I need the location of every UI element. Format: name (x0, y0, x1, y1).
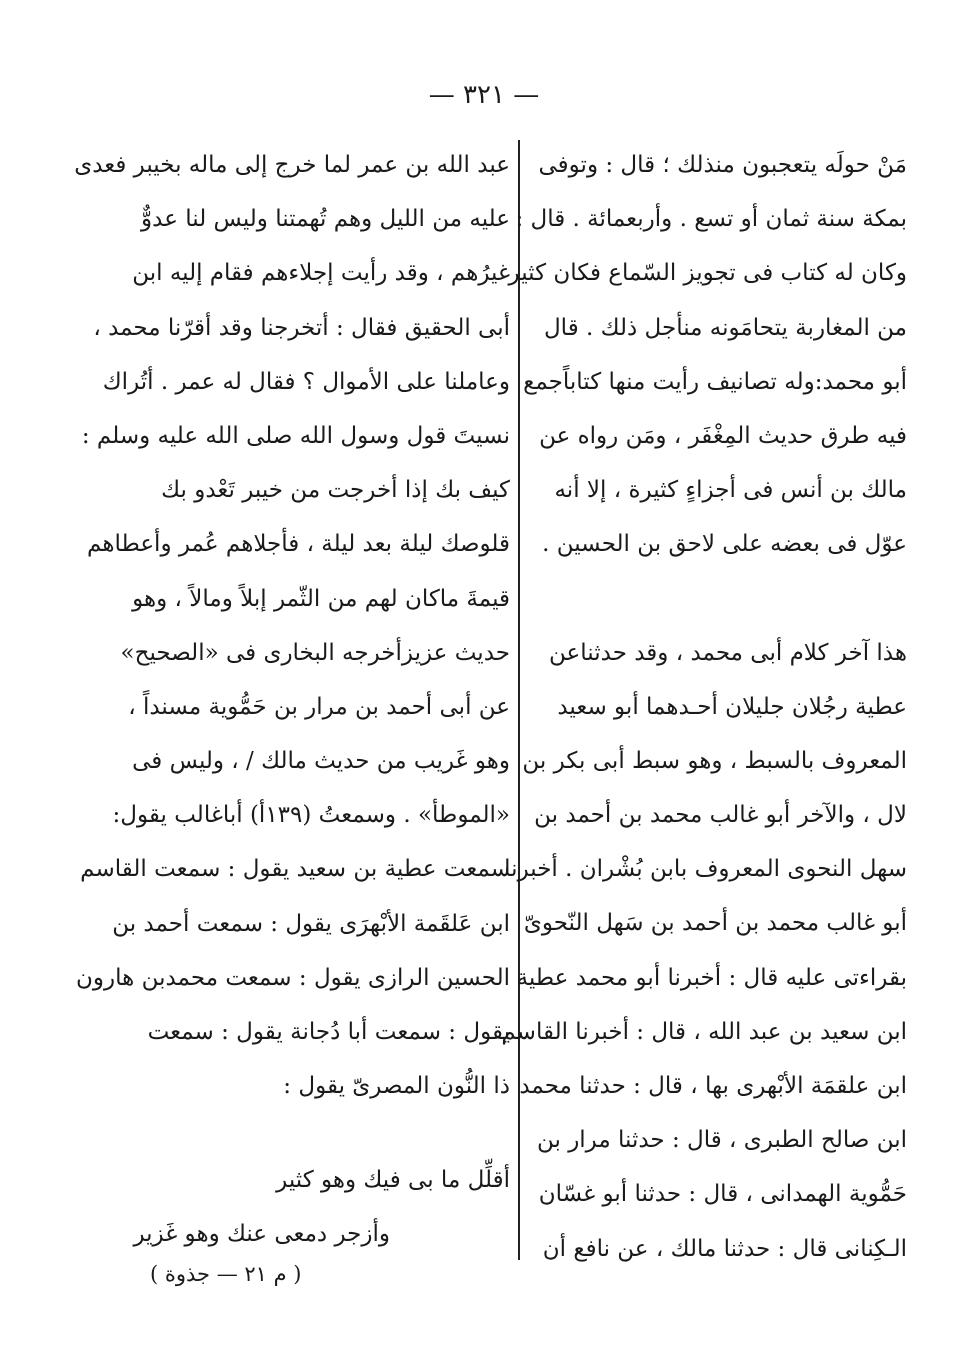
right-column (501, 138, 907, 1276)
paragraph-gap (138, 1113, 510, 1153)
text-line: بقراءتى عليه قال : أخبرنا أبو محمد عطية (516, 964, 907, 991)
verse-line: وأزجر دمعى عنك وهو غَزير (133, 1221, 390, 1248)
text-line: من المغاربة يتحامَونه منأجل ذلك . قال (543, 314, 907, 341)
text-line: ابن صالح الطبرى ، قال : حدثنا مرار بن (536, 1127, 907, 1154)
text-line: ذا النُّون المصرىّ يقول : (283, 1073, 510, 1100)
text-line: حديث عزيزأخرجه البخارى فى «الصحيح» (120, 639, 510, 666)
text-line: قلوصك ليلة بعد ليلة ، فأجلاهم عُمر وأعطاهم (87, 531, 510, 558)
text-line: عليه من الليل وهم تُهمتنا وليس لنا عدوٌّ (141, 206, 510, 233)
text-line: سهل النحوى المعروف بابن بُشْران . أخبرنا (504, 856, 907, 883)
paragraph-gap (535, 572, 907, 626)
text-line: قيمةَ ماكان لهم من الثّمر إبلاً ومالاً ، وهو (132, 585, 510, 612)
text-line: عوّل فى بعضه على لاحق بن الحسين . (542, 531, 907, 558)
text-line: ابن عَلقَمة الأبْهرَى يقول : سمعت أحمد بن (112, 910, 510, 937)
text-line: نسيتَ قول وسول الله صلى الله عليه وسلم : (81, 422, 510, 449)
left-column (74, 138, 510, 1261)
text-line: مَنْ حولَه يتعجبون منذلك ؛ قال : وتوفى (538, 152, 907, 178)
text-line: الـكِنانى قال : حدثنا مالك ، عن نافع أن (542, 1235, 907, 1262)
text-line: حَمُّوية الهمدانى ، قال : حدثنا أبو غسّان (538, 1181, 907, 1208)
text-line: أبو غالب محمد بن أحمد بن سَهل النّحوىّ (523, 910, 907, 937)
text-line: فيه طرق حديث المِغْفَر ، ومَن رواه عن (539, 422, 907, 449)
text-line: مالك بن أنس فى أجزاءٍ كثيرة ، إلا أنه (554, 477, 907, 504)
text-line: أبى الحقيق فقال : أتخرجنا وقد أقرّنا محمد ، (93, 314, 510, 341)
text-line: بمكة سنة ثمان أو تسع . وأربعمائة . قال : (515, 206, 907, 233)
verse-line: أقلِّل ما بى فيك وهو كثير (276, 1167, 510, 1194)
text-line: يقول : سمعت أبا دُجانة يقول : سمعت (147, 1019, 510, 1045)
page-number: — ٣٢١ — (428, 80, 540, 110)
text-line: ابن علقمَة الأبْهرى بها ، قال : حدثنا محمد (519, 1073, 907, 1099)
text-line: كيف بك إذا أخرجت من خيبر تَعْدو بك (161, 477, 510, 504)
text-line: عبد الله بن عمر لما خرج إلى ماله بخيبر فعدى (74, 152, 510, 178)
signature-mark: ( م ٢١ — جذوة ) (150, 1262, 302, 1286)
text-line: عطية رجُلان جليلان أحـدهما أبو سعيد (557, 693, 907, 720)
text-line: هذا آخر كلام أبى محمد ، وقد حدثناعن (549, 639, 907, 666)
text-line: ابن سعيد بن عبد الله ، قال : أخبرنا القاسم (501, 1018, 907, 1045)
text-line: عن أبى أحمد بن مرار بن حَمُّوية مسنداً ، (128, 693, 510, 720)
text-line: المعروف بالسبط ، وهو سبط أبى بكر بن (522, 747, 907, 774)
text-line: لال ، والآخر أبو غالب محمد بن أحمد بن (534, 802, 907, 829)
text-line: الحسين الرازى يقول : سمعت محمدبن هارون (76, 964, 510, 991)
text-line: غيرُهم ، وقد رأيت إجلاءهم فقام إليه ابن (132, 260, 510, 287)
text-line: «الموطأ» . وسمعتُ (١٣٩أ) أباغالب يقول: (112, 802, 510, 829)
text-line: وعاملنا على الأموال ؟ فقال له عمر . أتُراك (102, 368, 510, 395)
text-line: وهو غَريب من حديث مالك / ، وليس فى (132, 748, 510, 775)
text-line: وكان له كتاب فى تجويز السّماع فكان كثير (508, 260, 907, 287)
text-line: أبو محمد:وله تصانيف رأيت منها كتاباًجمع (523, 368, 907, 395)
text-line: سمعت عطية بن سعيد يقول : سمعت القاسم (80, 856, 510, 883)
